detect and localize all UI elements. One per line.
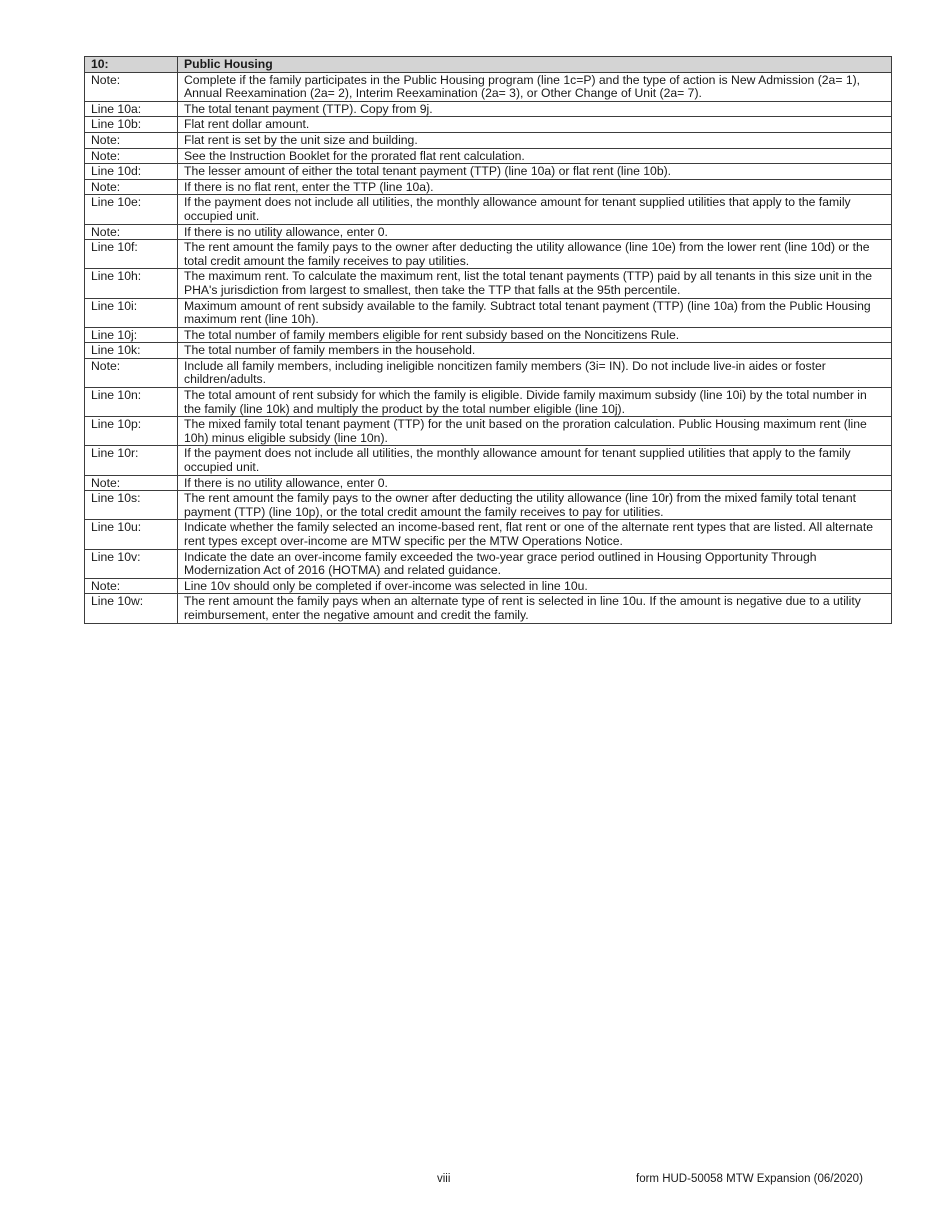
table-row (85, 520, 892, 549)
table-row (85, 132, 892, 148)
table-row (85, 578, 892, 594)
row-label: Note: (85, 148, 178, 164)
row-description: Maximum amount of rent subsidy available to the family. Subtract total tenant payment (TTP) (line 10a) from the Public Housing maximum rent (line 10h). (178, 298, 892, 327)
table-row (85, 388, 892, 417)
form-identifier: form HUD-50058 MTW Expansion (06/2020) (636, 1173, 863, 1185)
instructions-table (84, 56, 892, 624)
row-description: Complete if the family participates in the Public Housing program (line 1c=P) and the type of action is New Admission (2a= 1), Annual Reexamination (2a= 2), Interim Reexamination (2a= 3), or Other Change of Unit (2a= 7). (178, 72, 892, 101)
row-description: If there is no utility allowance, enter 0. (178, 224, 892, 240)
table-row (85, 148, 892, 164)
table-row (85, 594, 892, 623)
table-row (85, 358, 892, 387)
row-label: Note: (85, 72, 178, 101)
row-description: The maximum rent. To calculate the maximum rent, list the total tenant payments (TTP) paid by all tenants in this size unit in the PHA's jurisdiction from largest to smallest, then take the TTP that falls at the 95th percentile. (178, 269, 892, 298)
table-row (85, 240, 892, 269)
row-label: Note: (85, 132, 178, 148)
table-row (85, 417, 892, 446)
row-label: Note: (85, 578, 178, 594)
table-row (85, 72, 892, 101)
row-description: The rent amount the family pays to the owner after deducting the utility allowance (line 10r) from the mixed family total tenant payment (TTP) (line 10p), or the total credit amount the family receives to pay for utilities. (178, 491, 892, 520)
row-label: Line 10u: (85, 520, 178, 549)
section-title: Public Housing (178, 57, 892, 73)
table-row (85, 269, 892, 298)
row-label: Line 10j: (85, 327, 178, 343)
table-row (85, 298, 892, 327)
row-description: The lesser amount of either the total tenant payment (TTP) (line 10a) or flat rent (line 10b). (178, 164, 892, 180)
row-description: If the payment does not include all utilities, the monthly allowance amount for tenant supplied utilities that apply to the family occupied unit. (178, 446, 892, 475)
row-description: The total amount of rent subsidy for which the family is eligible. Divide family maximum subsidy (line 10i) by the total number in the family (line 10k) and multiply the product by the total number eligible (line 10j). (178, 388, 892, 417)
table-row (85, 224, 892, 240)
table-row (85, 491, 892, 520)
row-description: The total number of family members in the household. (178, 343, 892, 359)
table-row (85, 179, 892, 195)
row-label: Line 10b: (85, 117, 178, 133)
row-label: Line 10r: (85, 446, 178, 475)
row-description: The total number of family members eligible for rent subsidy based on the Noncitizens Rule. (178, 327, 892, 343)
table-row (85, 164, 892, 180)
row-label: Line 10e: (85, 195, 178, 224)
row-label: Note: (85, 358, 178, 387)
row-label: Line 10a: (85, 101, 178, 117)
row-label: Line 10h: (85, 269, 178, 298)
section-number: 10: (85, 57, 178, 73)
table-row (85, 475, 892, 491)
row-label: Line 10p: (85, 417, 178, 446)
row-description: Indicate whether the family selected an income-based rent, flat rent or one of the alternate rent types that are listed. All alternate rent types except over-income are MTW specific per the MTW Operations Notice. (178, 520, 892, 549)
row-label: Line 10v: (85, 549, 178, 578)
table-row (85, 446, 892, 475)
row-label: Note: (85, 224, 178, 240)
table-row (85, 327, 892, 343)
row-description: Indicate the date an over-income family exceeded the two-year grace period outlined in Housing Opportunity Through Modernization Act of 2016 (HOTMA) and related guidance. (178, 549, 892, 578)
table-body (85, 72, 892, 623)
row-description: The total tenant payment (TTP). Copy from 9j. (178, 101, 892, 117)
table-row (85, 101, 892, 117)
row-label: Line 10n: (85, 388, 178, 417)
table-row (85, 343, 892, 359)
row-description: Flat rent dollar amount. (178, 117, 892, 133)
table-header-row (85, 57, 892, 73)
row-description: The rent amount the family pays when an alternate type of rent is selected in line 10u. If the amount is negative due to a utility reimbursement, enter the negative amount and credit the family. (178, 594, 892, 623)
table-row (85, 549, 892, 578)
row-description: If the payment does not include all utilities, the monthly allowance amount for tenant supplied utilities that apply to the family occupied unit. (178, 195, 892, 224)
row-description: Line 10v should only be completed if over-income was selected in line 10u. (178, 578, 892, 594)
table-row (85, 195, 892, 224)
row-label: Line 10i: (85, 298, 178, 327)
row-label: Line 10f: (85, 240, 178, 269)
row-label: Line 10w: (85, 594, 178, 623)
row-description: The mixed family total tenant payment (TTP) for the unit based on the proration calculation. Public Housing maximum rent (line 10h) minus eligible subsidy (line 10n). (178, 417, 892, 446)
row-description: If there is no utility allowance, enter 0. (178, 475, 892, 491)
table-row (85, 117, 892, 133)
row-description: The rent amount the family pays to the owner after deducting the utility allowance (line 10e) from the lower rent (line 10d) or the total credit amount the family receives to pay utilities. (178, 240, 892, 269)
row-label: Line 10d: (85, 164, 178, 180)
row-label: Line 10k: (85, 343, 178, 359)
page-number: viii (437, 1173, 451, 1185)
row-description: If there is no flat rent, enter the TTP (line 10a). (178, 179, 892, 195)
row-description: Include all family members, including ineligible noncitizen family members (3i= IN). Do not include live-in aides or foster children/adults. (178, 358, 892, 387)
row-label: Note: (85, 475, 178, 491)
row-label: Note: (85, 179, 178, 195)
row-description: Flat rent is set by the unit size and building. (178, 132, 892, 148)
row-description: See the Instruction Booklet for the prorated flat rent calculation. (178, 148, 892, 164)
row-label: Line 10s: (85, 491, 178, 520)
